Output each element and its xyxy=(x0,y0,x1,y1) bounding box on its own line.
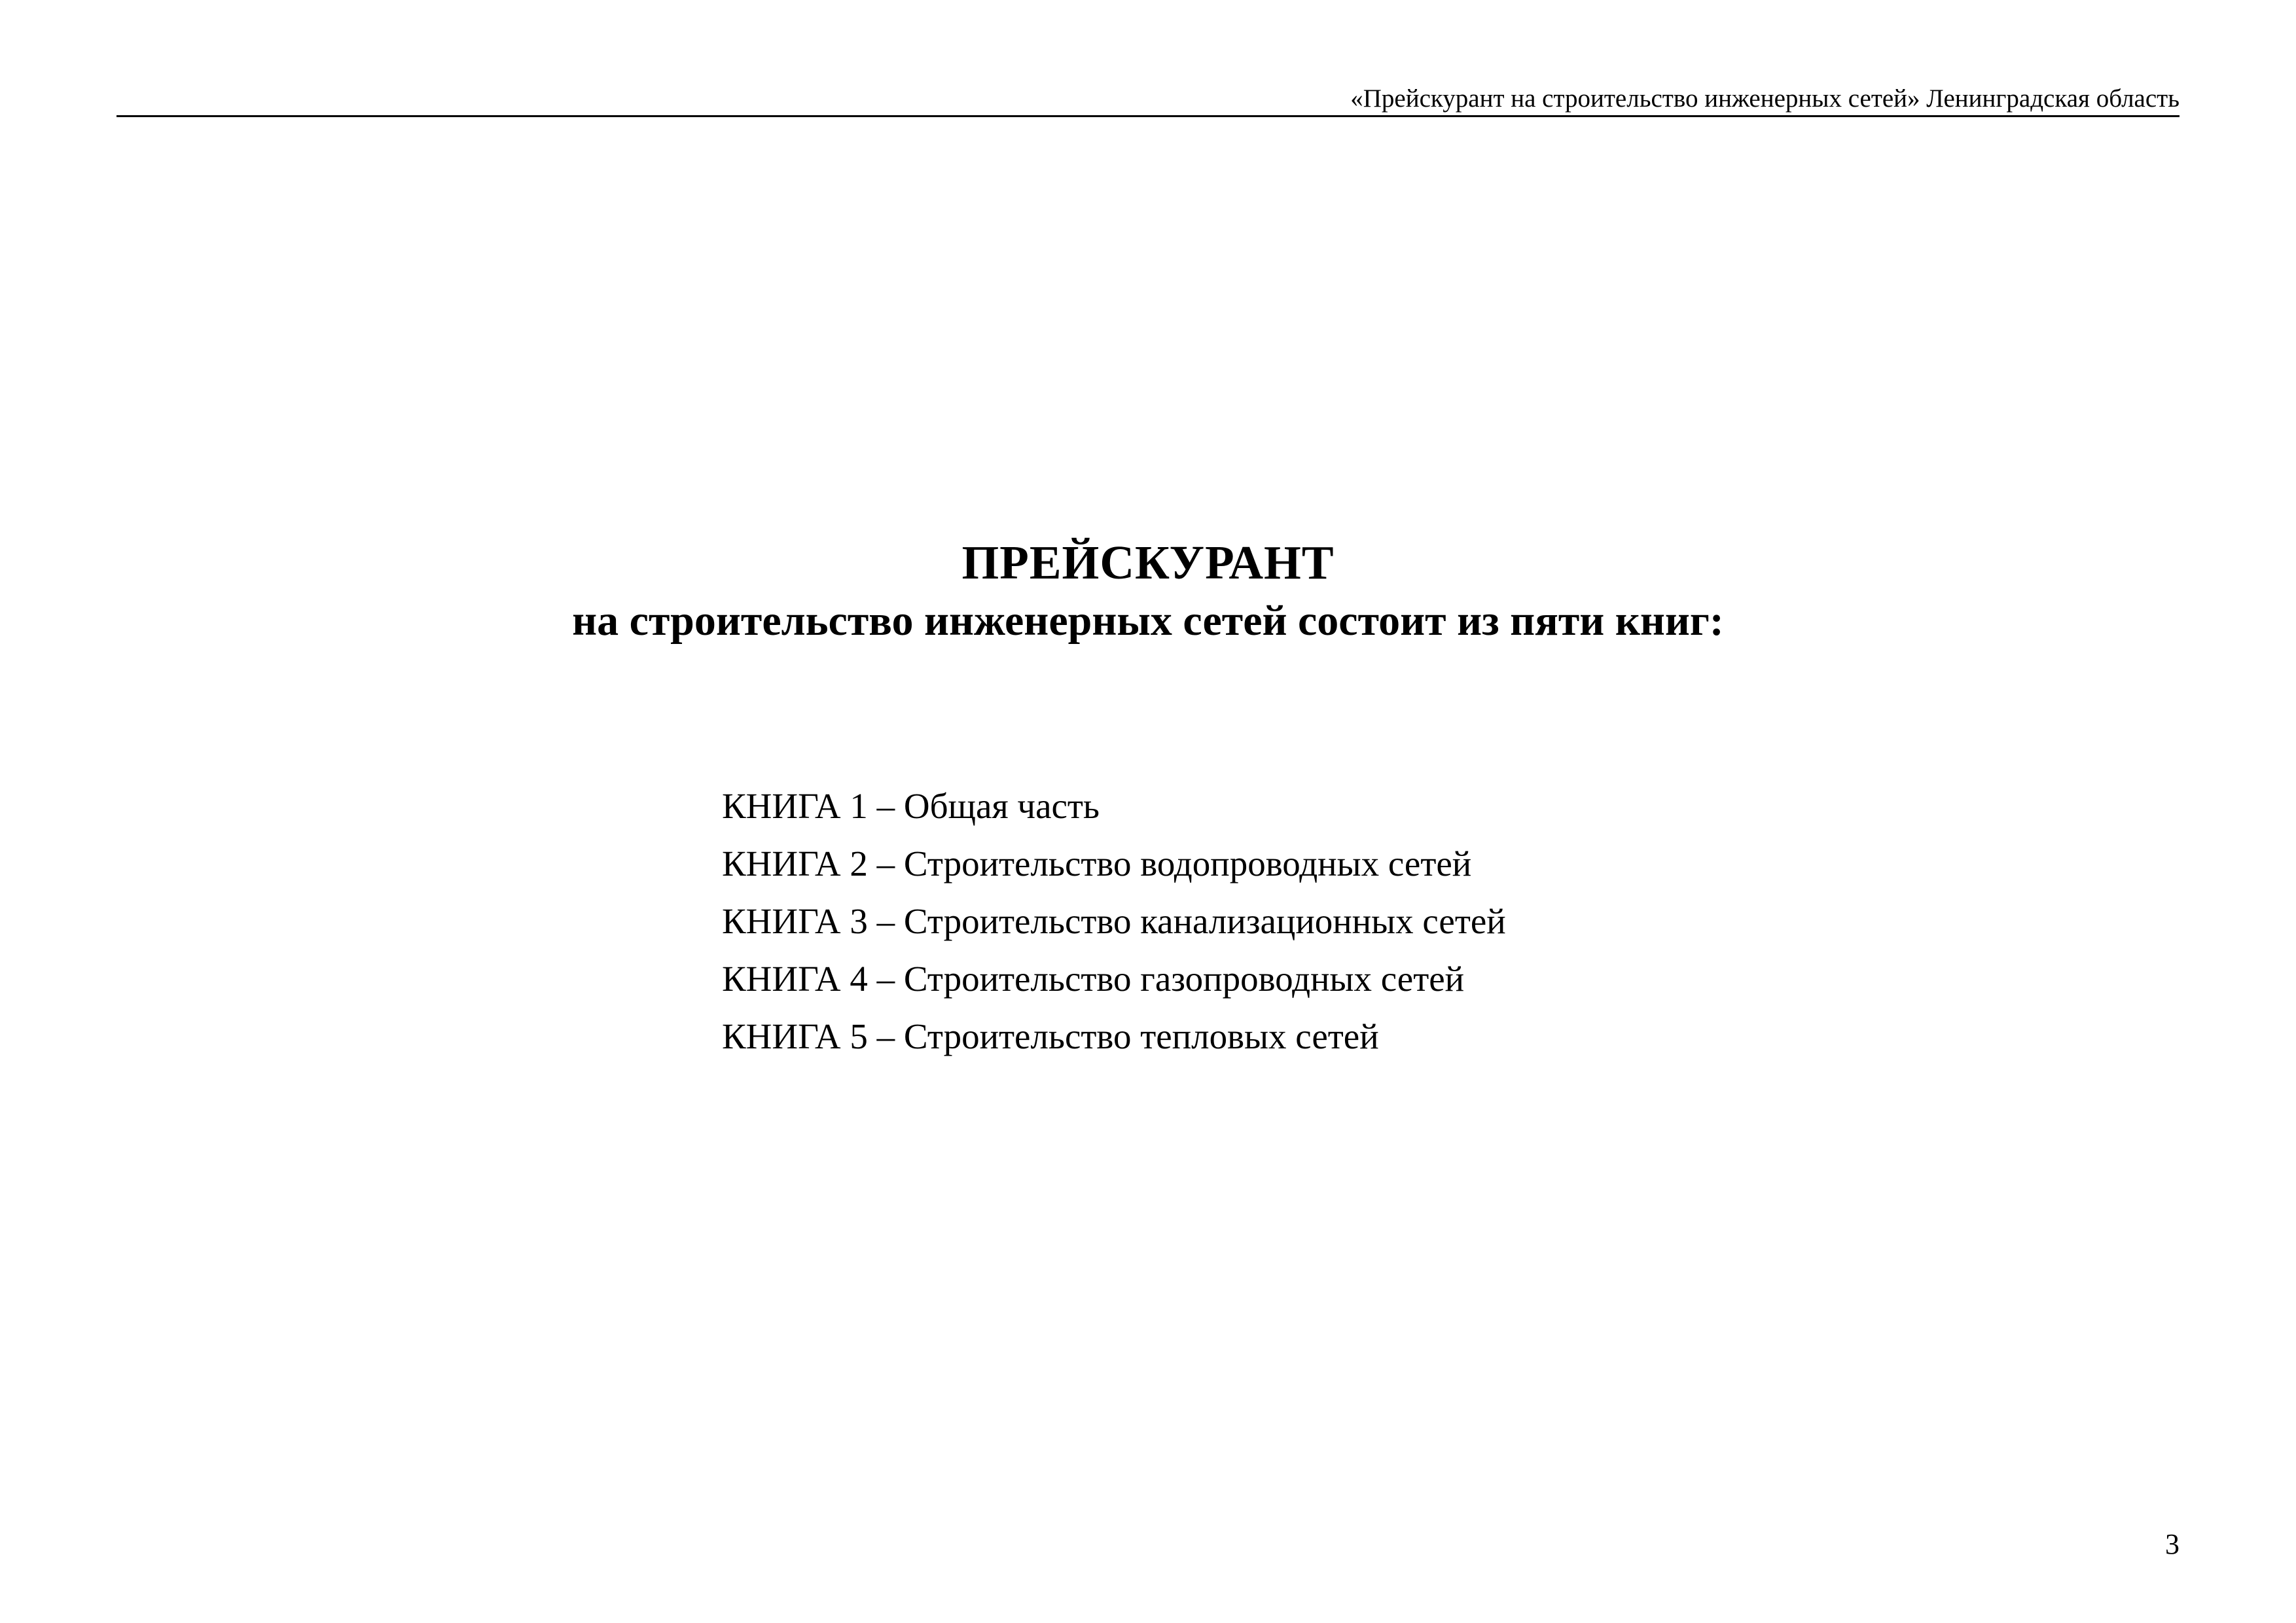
book-item-1: КНИГА 1 – Общая часть xyxy=(722,786,1100,826)
book-item-5: КНИГА 5 – Строительство тепловых сетей xyxy=(722,1016,1379,1056)
page-subtitle: на строительство инженерных сетей состоит из пяти книг: xyxy=(572,597,1724,645)
book-item-4: КНИГА 4 – Строительство газопроводных сетей xyxy=(722,959,1465,999)
page-title: ПРЕЙСКУРАНТ xyxy=(961,536,1335,589)
book-list xyxy=(722,777,1506,1065)
running-header: «Прейскурант на строительство инженерных сетей» Ленинградская область xyxy=(1350,84,2179,113)
title-block xyxy=(0,533,2296,650)
book-item-2: КНИГА 2 – Строительство водопроводных сетей xyxy=(722,844,1472,883)
page-number: 3 xyxy=(2165,1528,2179,1560)
header-divider xyxy=(117,115,2179,117)
book-item-3: КНИГА 3 – Строительство канализационных сетей xyxy=(722,901,1506,941)
